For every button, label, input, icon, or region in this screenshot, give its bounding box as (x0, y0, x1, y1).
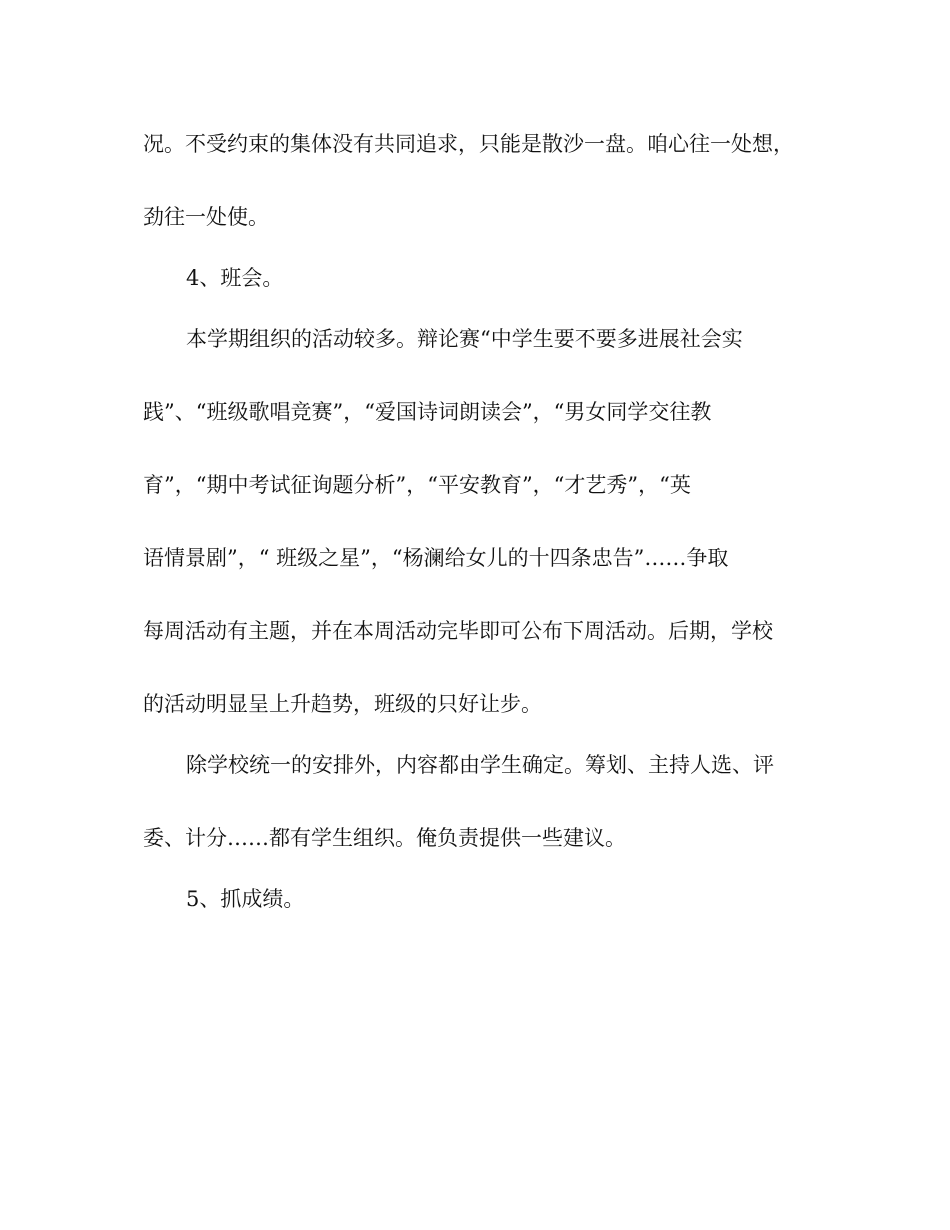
section-heading-5: 5、抓成绩。 (186, 887, 305, 911)
text-line: 况。不受约束的集体没有共同追求，只能是散沙一盘。咱心往一处想， (143, 132, 794, 156)
text-line: 除学校统一的安排外，内容都由学生确定。筹划、主持人选、评 (186, 753, 774, 777)
text-line: 本学期组织的活动较多。辩论赛“中学生要不要多进展社会实 (186, 327, 743, 351)
text-line: 育”，“期中考试征询题分析”，“平安教育”，“才艺秀”，“英 (143, 473, 691, 497)
text-line: 的活动明显呈上升趋势，班级的只好让步。 (143, 692, 542, 716)
section-heading-4: 4、班会。 (186, 266, 284, 290)
text-line: 劲往一处使。 (143, 205, 269, 229)
text-line: 践”、“班级歌唱竞赛”，“爱国诗词朗读会”，“男女同学交往教 (143, 400, 712, 424)
text-line: 委、计分……都有学生组织。俺负责提供一些建议。 (143, 826, 626, 850)
text-line: 每周活动有主题，并在本周活动完毕即可公布下周活动。后期，学校 (143, 619, 773, 643)
text-line: 语情景剧”，“ 班级之星”，“杨澜给女儿的十四条忠告”……争取 (143, 546, 729, 570)
